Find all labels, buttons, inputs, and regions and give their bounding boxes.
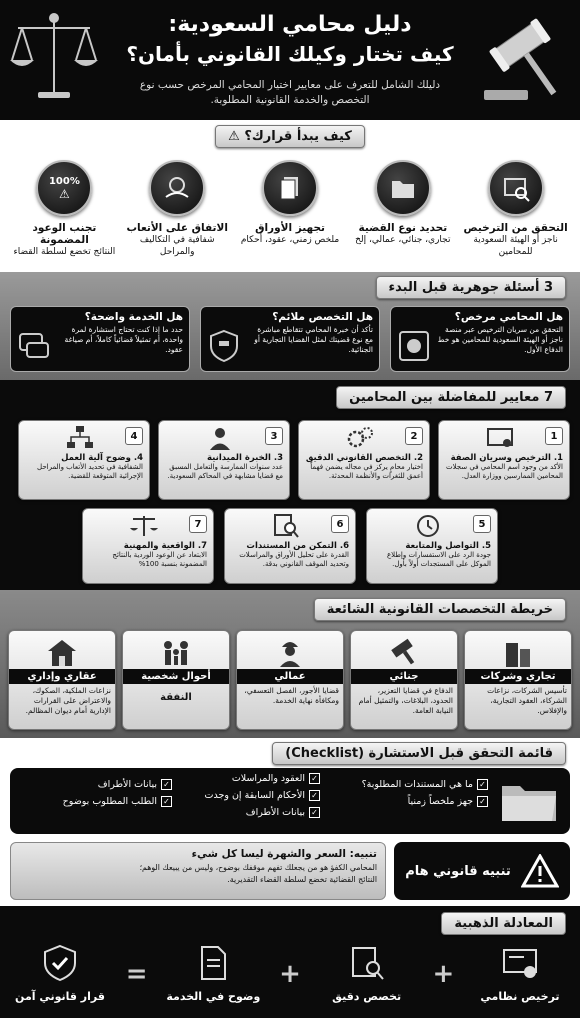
step-item	[350, 160, 455, 258]
checklist-item-label: الطلب المطلوب بوضوح	[62, 796, 157, 807]
checklist-item-label: الأحكام السابقة إن وجدت	[204, 790, 305, 801]
checkbox-icon: ✓	[477, 779, 488, 790]
specialty-desc: تأسيس الشركات، نزاعات الشركاء، العقود التجارية، والإفلاس.	[487, 686, 567, 715]
alert-body-line-1: المحامي الكفؤ هو من يجعلك تفهم موقفك بوضوح، وليس من يبيعك الوهم؛	[139, 863, 377, 872]
criterion-number: 4	[125, 427, 143, 445]
question-card	[390, 306, 570, 372]
checklist-item-label: جهز ملخصاً زمنياً	[407, 796, 473, 807]
equation-term-label: وضوح في الخدمة	[166, 990, 261, 1003]
guarantee-badge: 100%	[48, 175, 80, 187]
criterion-desc: القدرة على تحليل الأوراق والمراسلات وتحديد الموقف القانوني بدقة.	[239, 551, 349, 568]
checklist-col-3	[63, 776, 172, 810]
step-desc: شفافية في التكاليف والمراحل	[139, 235, 215, 257]
equation-row	[10, 944, 570, 1003]
specialty-title: عقاري وإداري	[9, 669, 115, 684]
question-desc: تأكد أن خبرة المحامي تتقاطع مباشرة مع نوع قضيتك لمثل القضايا التجارية أو الجنائية.	[254, 325, 373, 354]
specialty-title: عمالي	[237, 669, 343, 684]
start-banner	[215, 125, 365, 148]
question-title: هل الخدمة واضحة؟	[84, 311, 183, 323]
question-title: هل المحامي مرخص؟	[454, 311, 563, 323]
flowchart-icon	[65, 425, 95, 451]
questions-section	[0, 272, 580, 380]
equation-term-label: قرار قانوني آمن	[15, 990, 105, 1003]
checkbox-icon: ✓	[309, 773, 320, 784]
clock-icon	[413, 513, 443, 539]
folder-icon	[500, 778, 558, 824]
questions-banner: 3 أسئلة جوهرية قبل البدء	[376, 276, 567, 299]
step-title: الاتفاق على الأتعاب	[126, 222, 228, 234]
checklist-banner: قائمة التحقق قبل الاستشارة (Checklist)	[272, 742, 566, 765]
criterion-number: 2	[405, 427, 423, 445]
criterion-number: 3	[265, 427, 283, 445]
buildings-icon	[500, 637, 536, 667]
criterion-card	[366, 508, 498, 584]
criterion-desc: اختيار محامٍ يركز في مجاله يضمن فهماً أعمق للثغرات والأنظمة المحدثة.	[310, 463, 423, 480]
license-search-icon	[488, 160, 544, 216]
step-desc: ناجز أو الهيئة السعودية للمحامين	[473, 235, 558, 257]
equation-section	[0, 906, 580, 1018]
subtitle-line-2: التخصص والخدمة القانونية المطلوبة.	[210, 94, 370, 106]
criterion-title: 4. وضوح آلية العمل	[61, 453, 143, 463]
checklist-col-1	[362, 776, 488, 810]
checklist-box	[10, 768, 570, 834]
step-title: تجنب الوعود المضمونة	[32, 222, 97, 246]
specialty-card	[350, 630, 458, 730]
fees-agreement-icon	[149, 160, 205, 216]
criterion-title: 3. الخبرة الميدانية	[207, 453, 283, 463]
plus-sign: +	[279, 958, 301, 989]
document-magnifier-icon	[271, 513, 301, 539]
step-item	[238, 160, 343, 258]
question-card	[10, 306, 190, 372]
specialty-desc: الدفاع في قضايا التعزير، الحدود، البلاغات، والتمثيل أمام النيابة العامة.	[358, 686, 453, 715]
family-icon	[158, 637, 194, 667]
criterion-desc: الابتعاد عن الوعود الوردية بالنتائج المضمونة بنسبة 100%	[112, 551, 207, 568]
alert-label: تنبيه قانوني هام	[405, 863, 511, 879]
page-title	[100, 10, 480, 68]
guarantee-warning-icon: 100% ⚠	[36, 160, 92, 216]
step-desc: ملخص زمني، عقود، أحكام	[240, 235, 340, 245]
alert-label-box	[394, 842, 570, 900]
step-desc: تجاري، جنائي، عمالي، إلخ	[355, 235, 451, 245]
criterion-title: 2. التخصص القانوني الدقيق	[305, 453, 423, 463]
document-icon	[193, 944, 233, 982]
step-title: التحقق من الترخيص	[463, 222, 568, 234]
step-item	[125, 160, 230, 258]
step-title: تجهيز الأوراق	[255, 222, 325, 234]
alert-message-box	[10, 842, 386, 900]
specialty-icon	[347, 944, 387, 982]
warning-icon: ⚠	[228, 129, 240, 144]
criterion-title: 6. التمكن من المستندات	[246, 541, 349, 551]
checklist-col-2	[205, 770, 320, 821]
specialty-title: أحوال شخصية	[123, 669, 229, 684]
specialty-title: جنائي	[351, 669, 457, 684]
worker-icon	[272, 637, 308, 667]
shield-check-icon	[40, 944, 80, 982]
equation-term	[470, 944, 570, 1003]
criterion-title: 5. التواصل والمتابعة	[405, 541, 491, 551]
specialty-card	[122, 630, 230, 730]
checklist-item-label: بيانات الأطراف	[245, 807, 305, 818]
checkbox-icon: ✓	[477, 796, 488, 807]
criteria-banner: 7 معايير للمفاضلة بين المحامين	[336, 386, 566, 409]
specialty-list	[8, 630, 572, 730]
lawyer-icon	[205, 425, 235, 451]
equals-sign: =	[125, 958, 148, 989]
start-steps	[0, 160, 580, 258]
specialty-card	[8, 630, 116, 730]
criterion-card	[158, 420, 290, 500]
specialty-card	[464, 630, 572, 730]
subtitle-line-1: دليلك الشامل للتعرف على معايير اختيار المحامي المرخص حسب نوع	[139, 79, 441, 91]
checklist-item	[362, 793, 488, 810]
step-title: تحديد نوع القضية	[358, 222, 448, 234]
plus-sign: +	[432, 958, 455, 989]
criterion-desc: عدد سنوات الممارسة والتعامل المسبق مع قضايا مشابهة في المحاكم السعودية.	[167, 463, 283, 480]
checklist-item	[205, 770, 320, 787]
question-card	[200, 306, 380, 372]
question-title: هل التخصص ملائم؟	[272, 311, 373, 323]
title-line-2: كيف تختار وكيلك القانوني بأمان؟	[126, 42, 454, 66]
title-line-1: دليل محامي السعودية:	[168, 12, 412, 37]
checklist-section	[0, 738, 580, 840]
page-subtitle	[100, 78, 480, 108]
equation-term	[163, 944, 263, 1003]
criterion-desc: الشفافية في تحديد الأتعاب والمراحل الإجرائية المتوقعة للقضية.	[37, 463, 143, 480]
alert-section	[0, 840, 580, 906]
criterion-title: 7. الواقعية والمهنية	[123, 541, 207, 551]
criterion-number: 6	[331, 515, 349, 533]
gavel-icon	[480, 12, 572, 107]
checkbox-icon: ✓	[161, 796, 172, 807]
step-item	[463, 160, 568, 258]
checklist-item	[205, 787, 320, 804]
equation-term-label: تخصص دقيق	[332, 990, 402, 1003]
equation-banner: المعادلة الذهبية	[441, 912, 566, 935]
start-banner-label: كيف يبدأ قرارك؟	[244, 129, 352, 144]
specialty-desc: النفقة	[160, 692, 192, 703]
criterion-card	[438, 420, 570, 500]
gavel-icon	[386, 637, 422, 667]
checklist-item	[63, 776, 172, 793]
step-desc: النتائج تخضع لسلطة القضاء	[13, 247, 116, 257]
equation-term-label: ترخيص نظامي	[480, 990, 560, 1003]
alert-heading: تنبيه: السعر والشهرة ليسا كل شيء	[191, 848, 377, 860]
question-desc: حدد ما إذا كنت تحتاج استشارة لمرة واحدة، أم تمثيلاً قضائياً كاملاً، أم صياغة عقود.	[64, 325, 183, 354]
criterion-title: 1. الترخيص وسريان الصفة	[450, 453, 563, 463]
question-desc: التحقق من سريان الترخيص عبر منصة ناجز أو الهيئة السعودية للمحامين هو خط الدفاع الأول.	[437, 325, 563, 354]
warning-icon	[521, 854, 559, 888]
criterion-card	[82, 508, 214, 584]
license-icon	[500, 944, 540, 982]
criterion-number: 7	[189, 515, 207, 533]
start-section	[0, 120, 580, 272]
criterion-card	[18, 420, 150, 500]
specialty-card	[236, 630, 344, 730]
checklist-item	[362, 776, 488, 793]
equation-term	[317, 944, 417, 1003]
checklist-item-label: العقود والمراسلات	[231, 773, 305, 784]
gears-icon	[345, 425, 375, 451]
specialty-desc: نزاعات الملكية، الصكوك، والاعتراض على القرارات الإدارية أمام ديوان المظالم.	[25, 686, 111, 715]
specialty-desc: قضايا الأجور، الفصل التعسفي، ومكافأة نهاية الخدمة.	[244, 686, 339, 705]
checkbox-icon: ✓	[161, 779, 172, 790]
header	[0, 0, 580, 120]
case-folder-icon	[375, 160, 431, 216]
specialties-banner: خريطة التخصصات القانونية الشائعة	[314, 598, 566, 621]
license-question-icon	[397, 329, 431, 363]
criterion-card	[224, 508, 356, 584]
checklist-item-label: ما هي المستندات المطلوبة؟	[361, 779, 473, 790]
criterion-number: 1	[545, 427, 563, 445]
certificate-icon	[485, 425, 515, 451]
scales-icon	[129, 513, 159, 539]
house-icon	[44, 637, 80, 667]
checklist-item	[63, 793, 172, 810]
documents-icon	[262, 160, 318, 216]
specialty-title: تجاري وشركات	[465, 669, 571, 684]
checklist-item	[205, 804, 320, 821]
criterion-card	[298, 420, 430, 500]
criterion-desc: جودة الرد على الاستفسارات وإطلاع الموكل على المستجدات أولاً بأول.	[386, 551, 491, 568]
criteria-section	[0, 380, 580, 590]
specialties-section	[0, 590, 580, 738]
shield-gavel-icon	[207, 329, 241, 363]
criterion-desc: الأكد من وجود اسم المحامي في سجلات المحامين الممارسين ووزارة العدل.	[446, 463, 563, 480]
criterion-number: 5	[473, 515, 491, 533]
alert-body-line-2: النتائج القضائية تخضع لسلطة القضاء التقديرية.	[227, 875, 377, 884]
checkbox-icon: ✓	[309, 807, 320, 818]
checkbox-icon: ✓	[309, 790, 320, 801]
checklist-item-label: بيانات الأطراف	[97, 779, 157, 790]
chat-bubbles-icon	[17, 329, 51, 363]
equation-term	[10, 944, 110, 1003]
step-item	[12, 160, 117, 258]
scales-of-justice-icon	[8, 8, 100, 103]
